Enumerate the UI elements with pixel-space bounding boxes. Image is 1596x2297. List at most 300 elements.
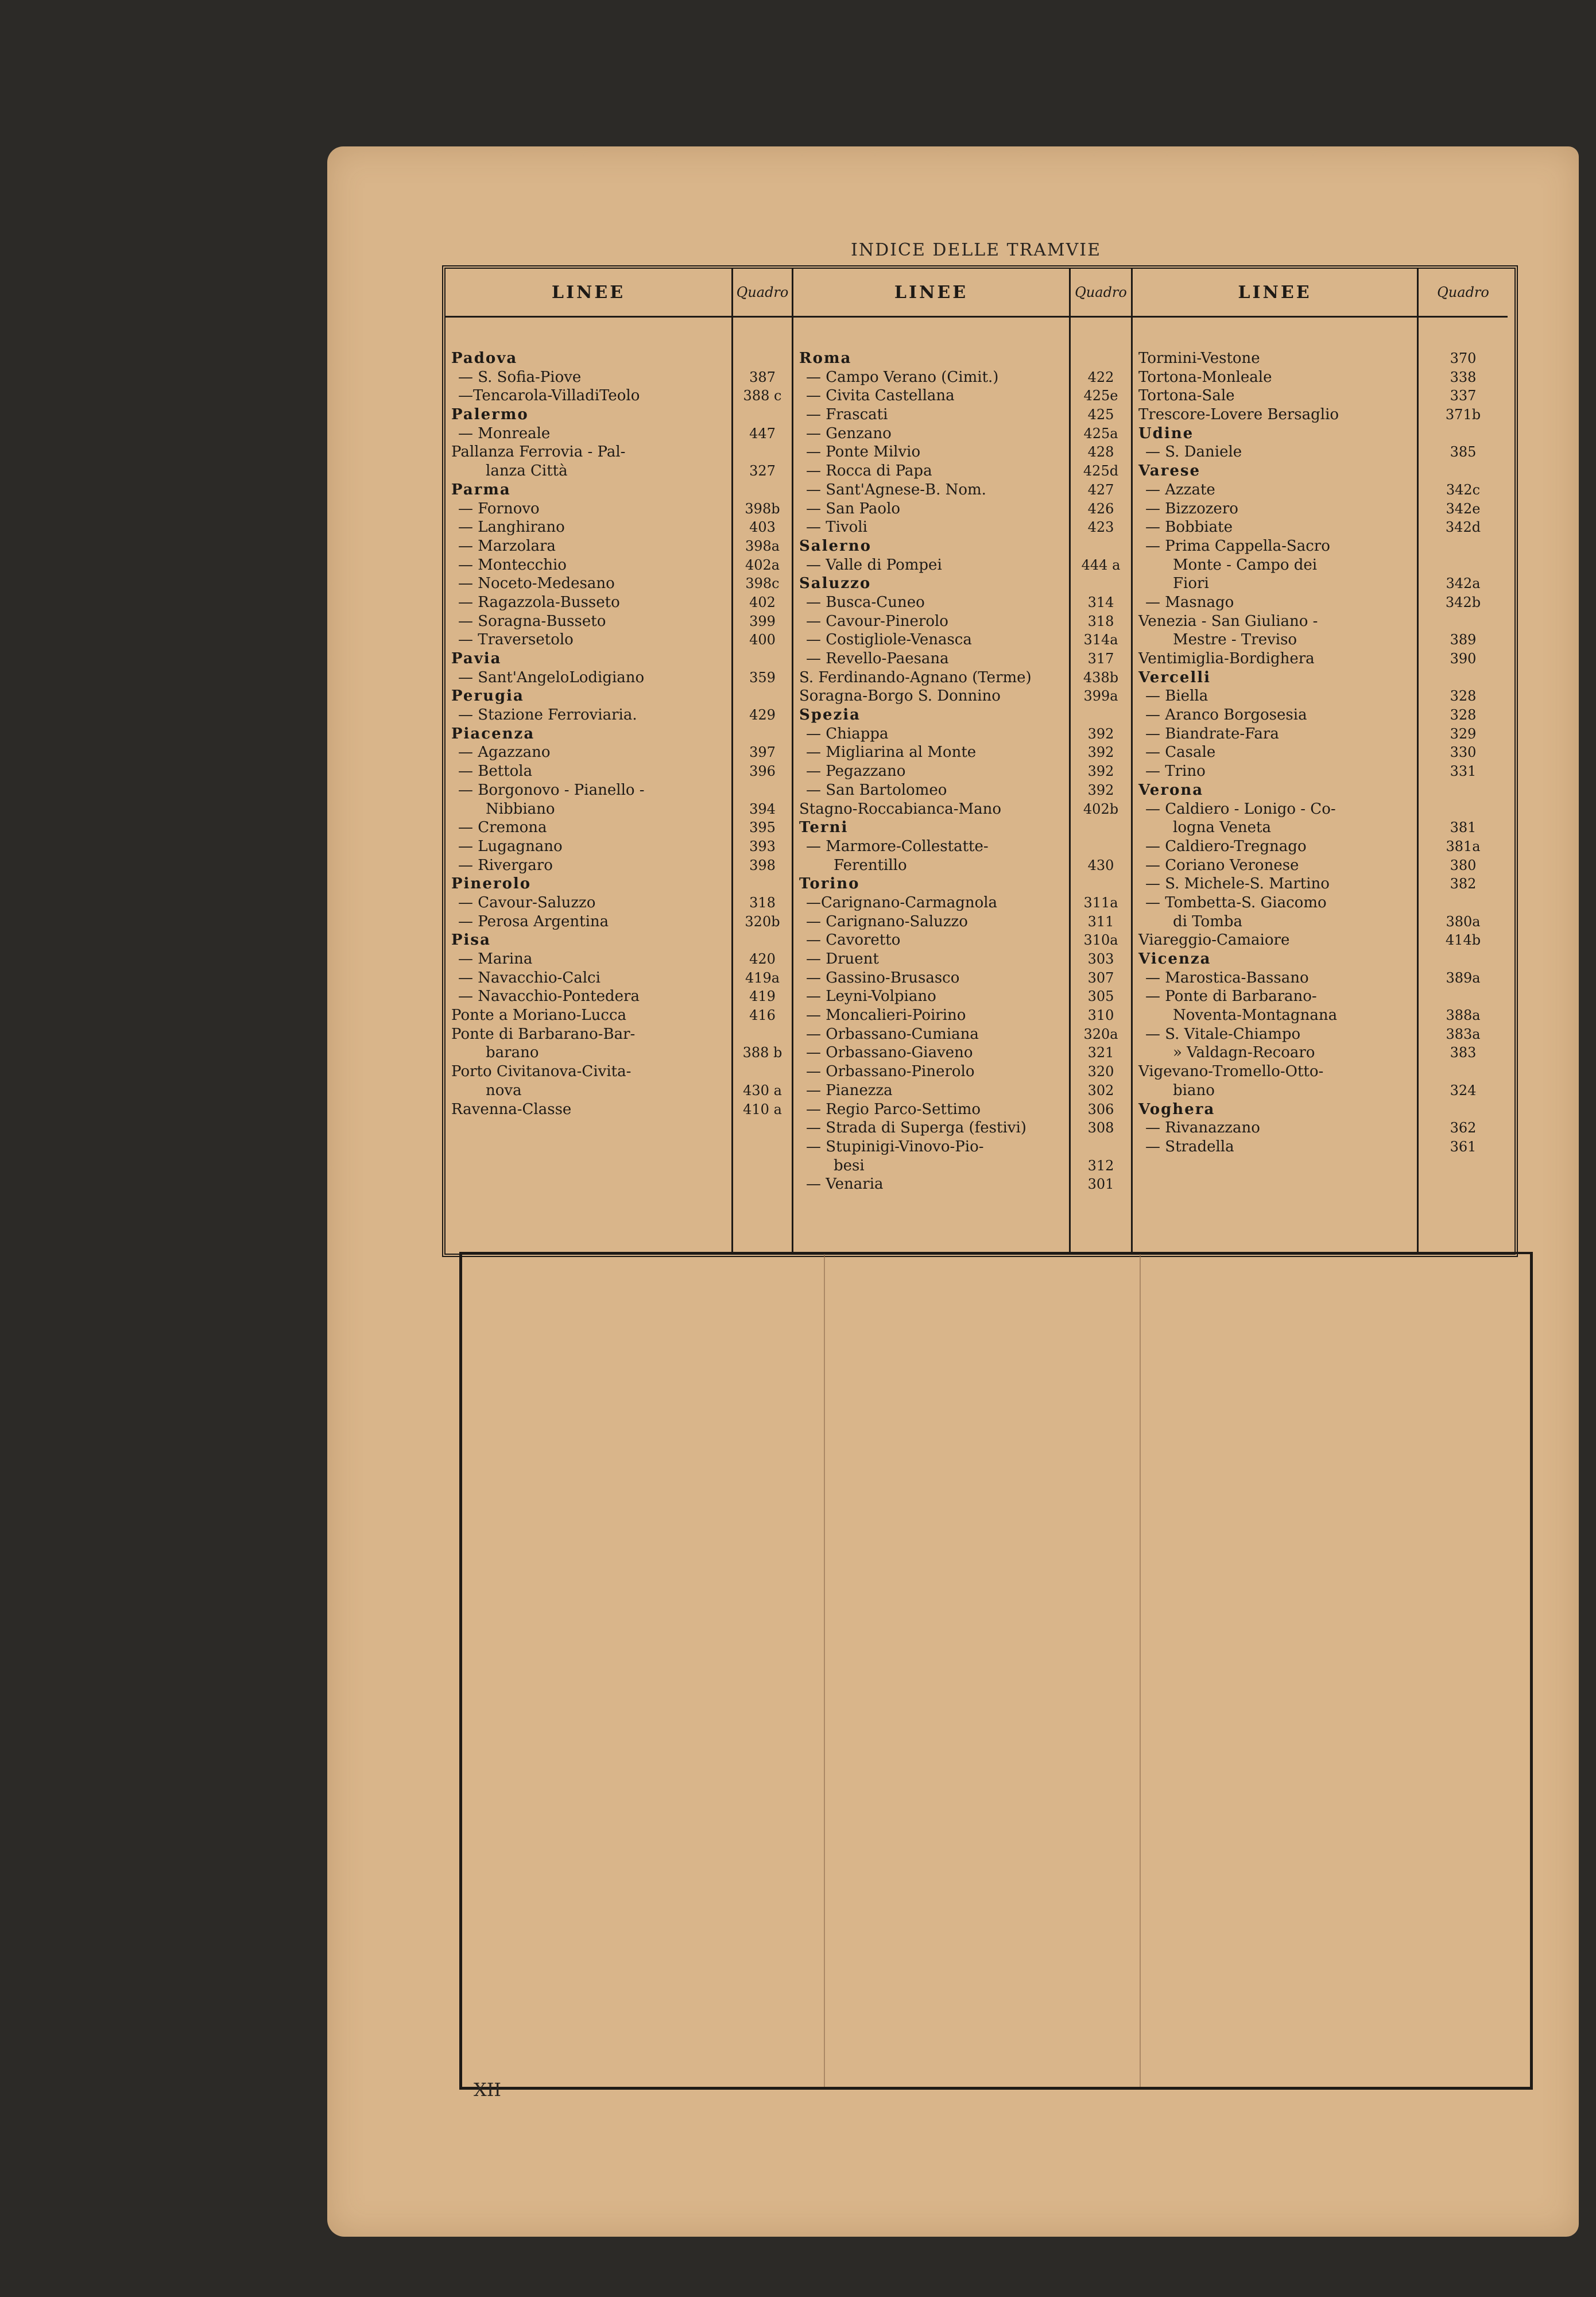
quadro-number: 342e [1446,500,1481,517]
line-name: — Orbassano-Pinerolo [806,1063,975,1081]
quadro-list-3 [1419,349,1508,1157]
quadro-number: 310a [1083,932,1118,949]
line-name: — Marostica-Bassano [1145,969,1309,987]
quadro-number: 320a [1083,1026,1118,1042]
line-entry [1133,762,1417,781]
quadro-number: 371b [1445,407,1481,423]
line-entry [793,424,1069,443]
quadro-number: 328 [1450,707,1477,724]
quadro-number [733,649,792,668]
line-entry [793,500,1069,519]
quadro-number: 362 [1450,1120,1477,1136]
line-name: Pisa [451,931,491,949]
line-name: — Migliarina al Monte [806,744,977,761]
line-name: Roma [799,350,852,367]
quadro-number: 399 [749,613,776,629]
quadro-number: 388 c [743,388,782,404]
line-name: — Caldiero-Tregnago [1145,837,1307,855]
quadro-number: 338 [1450,369,1477,385]
line-name: — Cavoretto [806,931,901,949]
quadro-number: 308 [1087,1120,1114,1136]
line-name: — S. Daniele [1145,443,1242,461]
line-name: Soragna-Borgo S. Donnino [799,687,1001,705]
line-entry [1133,500,1417,519]
quadro-number: 314 [1087,594,1114,610]
line-name: Piacenza [451,725,535,743]
line-name: Torino [799,875,860,893]
line-name: — Gassino-Brusasco [806,969,960,987]
line-name: Tortona-Sale [1138,387,1235,405]
quadro-number [1419,800,1508,819]
quadro-number [1419,612,1508,631]
line-entry [793,1138,1069,1157]
quadro-number: 402a [745,556,780,573]
line-entry [793,1062,1069,1081]
line-entry [1133,818,1417,837]
quadro-number: 383a [1446,1026,1481,1042]
line-name: — Ponte di Barbarano- [1145,988,1317,1006]
quadro-number: 385 [1450,444,1477,461]
line-entry [446,762,731,781]
quadro-column-2 [1071,269,1133,1254]
quadro-number: 428 [1087,444,1114,461]
line-name: — Prima Cappella-Sacro [1145,537,1330,555]
lines-list-1 [446,349,731,1119]
quadro-number: 420 [749,951,776,967]
line-entry [793,649,1069,668]
line-entry [1133,518,1417,537]
line-name: — Masnago [1145,593,1234,611]
quadro-header-2: Quadro [1071,269,1131,318]
line-entry [1133,537,1417,556]
line-entry [1133,743,1417,762]
quadro-number [1419,668,1508,687]
quadro-number [1419,987,1508,1006]
line-entry [1133,349,1417,368]
quadro-number: 419 [749,988,776,1005]
line-name: — Borgonovo - Pianello - [458,781,645,799]
quadro-number: 342b [1445,594,1481,610]
line-name: besi [834,1157,865,1174]
line-entry [1133,912,1417,931]
city-heading [446,875,731,894]
line-name: — Trino [1145,763,1206,780]
quadro-number [733,781,792,800]
quadro-number: 301 [1087,1176,1114,1193]
line-name: — Sant'AngeloLodigiano [458,668,645,686]
line-name: Tortona-Monleale [1138,368,1272,386]
line-name: Varese [1138,462,1201,480]
quadro-number: 429 [749,707,776,724]
page-number: XII [474,2079,502,2101]
line-entry [1133,1138,1417,1157]
line-name: — Aranco Borgosesia [1145,706,1307,724]
quadro-number: 310 [1087,1007,1114,1024]
quadro-number: 382 [1450,876,1477,892]
line-name: Ponte a Moriano-Lucca [451,1007,627,1024]
quadro-number: 317 [1087,651,1114,667]
line-entry [793,386,1069,405]
line-entry [793,856,1069,875]
line-name: — Orbassano-Giaveno [806,1044,973,1062]
line-name: — Strada di Superga (festivi) [806,1119,1026,1137]
line-name: — Monreale [458,424,551,442]
quadro-number: 380 [1450,857,1477,873]
line-name: — Frascati [806,406,888,424]
line-name: — Bobbiate [1145,519,1233,536]
line-name: — Azzate [1145,481,1215,498]
quadro-number: 400 [749,632,776,648]
line-name: Parma [451,481,511,498]
quadro-number [1071,706,1131,725]
line-entry [1133,649,1417,668]
quadro-number: 381a [1446,838,1481,854]
lines-header-2: LINEE [793,269,1069,318]
city-heading [446,931,731,950]
quadro-number [733,481,792,500]
line-entry [446,462,731,481]
line-name: — Perosa Argentina [458,912,609,930]
quadro-number: 402b [1083,801,1119,817]
quadro-number: 394 [749,801,776,817]
bleed-through-line [1140,1254,1141,2087]
line-entry [1133,1062,1417,1081]
page-header: INDICE DELLE TRAMVIE [850,240,1102,260]
city-heading [793,574,1069,593]
line-entry [793,931,1069,950]
line-entry [793,687,1069,706]
line-name: S. Ferdinando-Agnano (Terme) [799,668,1032,686]
line-name: Udine [1138,424,1194,442]
line-name: — Traversetolo [458,631,574,649]
quadro-number: 389 [1450,632,1477,648]
line-name: — Bizzozero [1145,500,1238,517]
quadro-number [1419,950,1508,969]
quadro-number [733,1025,792,1044]
quadro-number: 318 [749,894,776,911]
city-heading [1133,950,1417,969]
quadro-list-2 [1071,349,1131,1194]
quadro-number: 312 [1087,1157,1114,1174]
quadro-number: 423 [1087,519,1114,536]
line-name: — Sant'Agnese-B. Nom. [806,481,986,498]
line-entry [446,424,731,443]
line-entry [1133,574,1417,593]
line-name: Spezia [799,706,861,724]
line-name: — Soragna-Busseto [458,612,606,630]
line-name: Perugia [451,687,524,705]
line-name: Voghera [1138,1100,1215,1118]
quadro-number: 403 [749,519,776,536]
quadro-number: 388 b [742,1045,782,1061]
line-name: — Ponte Milvio [806,443,921,461]
quadro-number: 359 [749,669,776,686]
quadro-number: 414b [1445,932,1481,949]
line-name: Ponte di Barbarano-Bar- [451,1025,636,1043]
line-entry [446,856,731,875]
line-name: Noventa-Montagnana [1173,1007,1338,1024]
city-heading [793,537,1069,556]
bleed-through-line [824,1254,825,2087]
line-name: — Valle di Pompei [806,556,942,574]
quadro-number [1071,349,1131,368]
line-name: — Caldiero - Lonigo - Co- [1145,800,1336,818]
line-entry [793,1119,1069,1138]
quadro-number [1071,574,1131,593]
line-name: — Lugagnano [458,837,563,855]
line-name: — Casale [1145,744,1216,761]
quadro-number: 398a [745,537,780,554]
line-entry [446,894,731,912]
line-entry [1133,386,1417,405]
line-name: Ferentillo [834,856,907,874]
quadro-number: 398b [745,500,780,517]
quadro-number [733,725,792,744]
quadro-number: 425a [1083,425,1118,442]
line-name: Salerno [799,537,871,555]
quadro-number [733,405,792,424]
line-entry [446,612,731,631]
quadro-number: 327 [749,463,776,479]
line-name: biano [1173,1081,1215,1099]
line-name: — San Paolo [806,500,901,517]
line-name: — Stazione Ferroviaria. [458,706,637,724]
line-name: Porto Civitanova-Civita- [451,1063,632,1081]
quadro-number [1419,781,1508,800]
quadro-number: 396 [749,763,776,780]
line-name: — Druent [806,950,879,968]
line-entry [446,743,731,762]
city-heading [1133,424,1417,443]
line-entry [1133,1025,1417,1044]
line-entry [1133,706,1417,725]
quadro-number: 430 [1087,857,1114,873]
line-entry [446,593,731,612]
line-name: — Civita Castellana [806,387,955,405]
quadro-number [733,875,792,894]
line-name: — Coriano Veronese [1145,856,1299,874]
quadro-number: 305 [1087,988,1114,1005]
line-name: — Marmore-Collestatte- [806,837,989,855]
line-entry [446,706,731,725]
line-name: — Busca-Cuneo [806,593,925,611]
line-entry [793,743,1069,762]
line-name: — Navacchio-Pontedera [458,988,640,1006]
line-name: Palermo [451,406,529,424]
city-heading [793,875,1069,894]
line-name: — Genzano [806,424,892,442]
line-entry [1133,631,1417,649]
quadro-number [1071,537,1131,556]
line-entry [793,1006,1069,1025]
line-entry [1133,837,1417,856]
quadro-number: 390 [1450,651,1477,667]
quadro-number [733,687,792,706]
line-entry [446,1025,731,1044]
line-name: » Valdagn-Recoaro [1173,1044,1315,1062]
quadro-number: 380a [1446,913,1481,930]
city-heading [446,481,731,500]
line-entry [793,631,1069,649]
quadro-number [1071,818,1131,837]
quadro-number: 392 [1087,744,1114,761]
line-name: — Stradella [1145,1138,1234,1155]
city-heading [446,349,731,368]
line-entry [793,593,1069,612]
line-name: Nibbiano [486,800,555,818]
line-name: Pinerolo [451,875,532,893]
line-name: — Orbassano-Cumiana [806,1025,979,1043]
line-entry [1133,593,1417,612]
line-name: — Fornovo [458,500,540,517]
line-name: — Tombetta-S. Giacomo [1145,894,1327,911]
line-name: Mestre - Treviso [1173,631,1297,649]
lines-header-3: LINEE [1133,269,1417,318]
line-entry [446,987,731,1006]
line-entry [1133,556,1417,575]
line-name: — Tivoli [806,519,867,536]
line-entry [793,556,1069,575]
line-entry [446,574,731,593]
line-name: —Tencarola-VilladiTeolo [458,387,640,405]
line-entry [446,912,731,931]
line-name: — Montecchio [458,556,567,574]
line-entry [793,612,1069,631]
quadro-number: 430 a [743,1082,782,1099]
quadro-number [733,1062,792,1081]
quadro-number [1419,1100,1508,1119]
line-name: Trescore-Lovere Bersaglio [1138,406,1339,424]
line-name: Monte - Campo dei [1173,556,1318,574]
line-entry [793,518,1069,537]
line-entry [793,762,1069,781]
line-name: Vicenza [1138,950,1211,968]
city-heading [793,349,1069,368]
quadro-number [733,349,792,368]
lines-list-2 [793,349,1069,1194]
quadro-number: 330 [1450,744,1477,761]
line-entry [446,443,731,462]
line-name: — Bettola [458,763,533,780]
line-name: — Pianezza [806,1081,893,1099]
line-name: Venezia - San Giuliano - [1138,612,1318,630]
line-entry [793,462,1069,481]
line-entry [1133,1043,1417,1062]
quadro-number: 426 [1087,500,1114,517]
city-heading [1133,462,1417,481]
quadro-list-1 [733,349,792,1119]
line-entry [793,405,1069,424]
line-name: Verona [1138,781,1204,799]
quadro-number: 416 [749,1007,776,1024]
line-entry [1133,856,1417,875]
line-entry [793,837,1069,856]
line-entry [1133,1119,1417,1138]
line-name: — Stupinigi-Vinovo-Pio- [806,1138,984,1155]
quadro-number: 303 [1087,951,1114,967]
city-heading [1133,781,1417,800]
quadro-number: 425d [1083,463,1119,479]
quadro-number: 402 [749,594,776,610]
line-entry [1133,612,1417,631]
line-entry [1133,368,1417,387]
line-entry [793,443,1069,462]
quadro-number: 342a [1446,575,1481,592]
quadro-number: 422 [1087,369,1114,385]
line-name: Ravenna-Classe [451,1100,572,1118]
line-entry [1133,969,1417,988]
quadro-number: 447 [749,425,776,442]
line-name: barano [486,1044,539,1062]
quadro-number: 389a [1446,969,1481,986]
line-name: — Chiappa [806,725,889,743]
quadro-number [1071,1138,1131,1157]
line-entry [446,969,731,988]
quadro-number [1071,837,1131,856]
line-entry [446,818,731,837]
line-name: Viareggio-Camaiore [1138,931,1290,949]
city-heading [793,706,1069,725]
line-entry [446,1006,731,1025]
quadro-number: 311a [1083,894,1118,911]
line-name: — Leyni-Volpiano [806,988,936,1006]
line-name: — Pegazzano [806,763,906,780]
quadro-number: 324 [1450,1082,1477,1099]
line-name: Padova [451,350,518,367]
line-name: — Regio Parco-Settimo [806,1100,981,1118]
line-name: — San Bartolomeo [806,781,947,799]
line-name: — Revello-Paesana [806,650,949,667]
line-entry [446,950,731,969]
line-entry [1133,894,1417,912]
lines-column-2 [793,269,1071,1254]
line-entry [793,1157,1069,1175]
line-name: — Cavour-Pinerolo [806,612,948,630]
line-name: — Carignano-Saluzzo [806,912,968,930]
line-name: —Carignano-Carmagnola [806,894,998,911]
quadro-number: 410 a [743,1101,782,1117]
line-name: Tormini-Vestone [1138,350,1260,367]
line-entry [793,1025,1069,1044]
line-name: — S. Vitale-Chiampo [1145,1025,1301,1043]
lines-column-3 [1133,269,1419,1254]
city-heading [446,687,731,706]
line-name: Vigevano-Tromello-Otto- [1138,1063,1324,1081]
quadro-number: 321 [1087,1045,1114,1061]
line-entry [446,781,731,800]
line-name: — Marzolara [458,537,556,555]
line-entry [793,894,1069,912]
quadro-number: 395 [749,819,776,836]
quadro-number: 393 [749,838,776,854]
line-entry [793,912,1069,931]
line-entry [793,800,1069,819]
line-name: — S. Michele-S. Martino [1145,875,1330,893]
quadro-number: 342d [1445,519,1481,536]
city-heading [793,818,1069,837]
quadro-number [733,443,792,462]
line-entry [446,1100,731,1119]
quadro-column-1 [733,269,793,1254]
quadro-number: 337 [1450,388,1477,404]
quadro-number: 438b [1083,669,1119,686]
city-heading [446,725,731,744]
line-name: — Campo Verano (Cimit.) [806,368,999,386]
line-entry [793,1043,1069,1062]
quadro-number [1419,894,1508,912]
line-entry [1133,405,1417,424]
quadro-number: 311 [1087,913,1114,930]
